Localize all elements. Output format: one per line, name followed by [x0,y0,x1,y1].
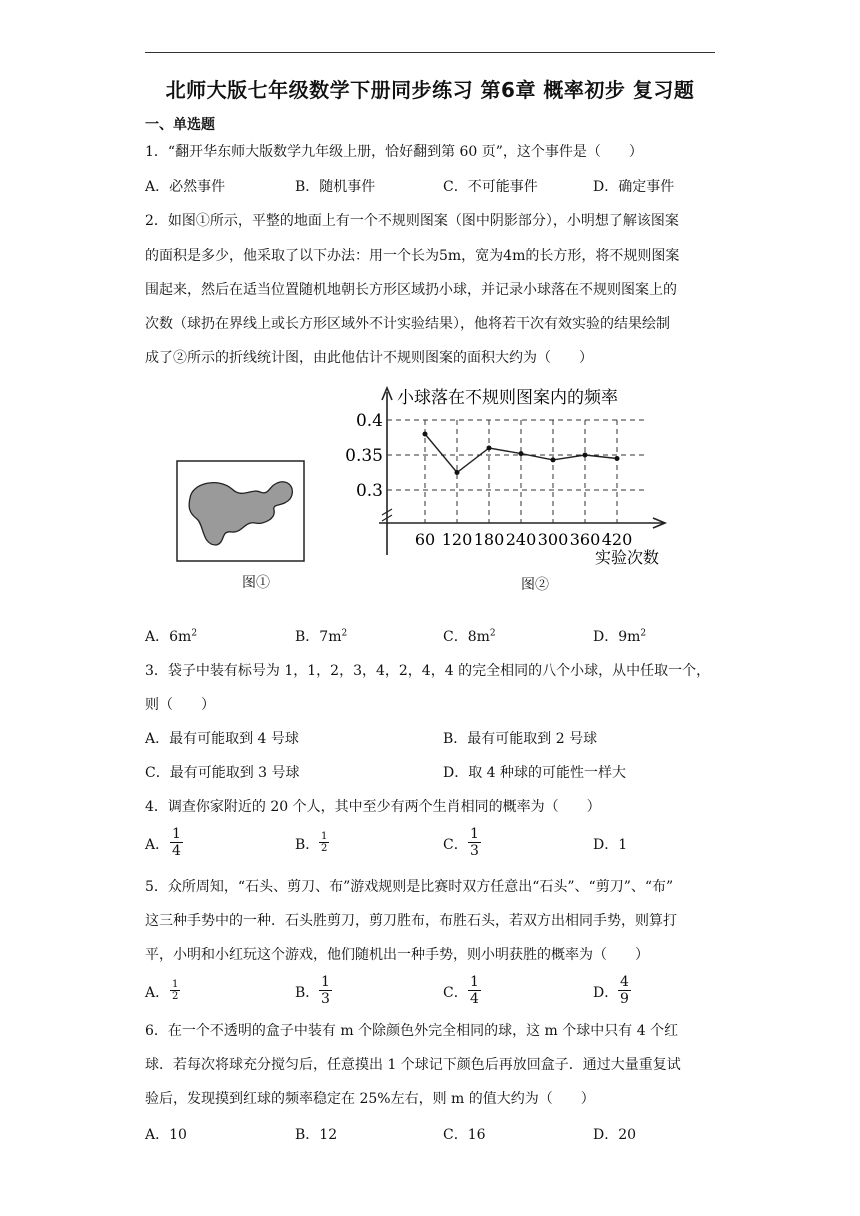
chart-title: 小球落在不规则图案内的频率 [397,388,618,408]
header-rule [145,52,715,53]
q5-option-b-fraction [319,974,332,1007]
question-3-line-2: 则（ ） [145,697,215,713]
option-value: 1 [618,837,628,853]
q4-option-b-letter[interactable]: B． [295,837,320,853]
q1-option-c[interactable]: C．不可能事件 [443,179,538,195]
figure-1-label: 图① [242,575,270,591]
x-tick-label: 120 [441,530,473,549]
q2-option-a[interactable] [145,626,197,646]
data-point [583,453,588,458]
figure-2-label: 图② [521,577,549,593]
question-3-line-1: 3．袋子中装有标号为 1，1，2，3，4，2，4，4 的完全相同的八个小球，从中任取一个， [145,663,711,679]
q5-option-c-fraction [468,974,481,1007]
numerator: 4 [620,974,629,990]
denominator: 3 [321,991,330,1007]
y-tick-label: 0.35 [345,446,383,466]
q4-option-b-fraction [319,831,329,854]
q3-option-b[interactable]: B．最有可能取到 2 号球 [443,731,598,747]
question-1-text: 1．“翻开华东师大版数学九年级上册，恰好翻到第 60 页”，这个事件是（ ） [145,144,643,160]
q1-option-d[interactable]: D．确定事件 [593,179,675,195]
exponent: 2 [341,628,348,639]
x-tick-label: 300 [537,530,569,549]
section-heading: 一、单选题 [145,117,215,133]
q5-option-a-fraction [170,979,180,1002]
q5-option-d-fraction [618,974,631,1007]
q5-option-a-letter[interactable]: A． [145,985,170,1001]
question-2-line-2: 的面积是多少，他采取了以下办法：用一个长为5m，宽为4m的长方形，将不规则图案 [145,248,680,264]
numerator: 1 [321,974,330,990]
exponent: 2 [191,628,198,639]
data-point [455,470,460,475]
x-tick-label: 60 [414,530,436,549]
option-letter: B． [295,629,320,645]
question-5-line-1: 5．众所周知，“石头、剪刀、布”游戏规则是比赛时双方任意出“石头”、“剪刀”、“布” [145,879,674,895]
q2-option-c[interactable] [443,626,496,646]
data-point [615,456,620,461]
numerator: 1 [172,979,179,990]
question-2-line-4: 次数（球扔在界线上或长方形区域外不计实验结果），他将若干次有效实验的结果绘制 [145,316,670,332]
q2-option-b[interactable] [295,626,347,646]
denominator: 2 [321,843,328,854]
q6-option-a[interactable]: A．10 [145,1127,187,1143]
question-2-line-3: 围起来，然后在适当位置随机地朝长方形区域扔小球，并记录小球落在不规则图案上的 [145,282,677,298]
question-4-text: 4．调查你家附近的 20 个人，其中至少有两个生肖相同的概率为（ ） [145,799,601,815]
option-letter: C． [443,629,468,645]
x-tick-label: 180 [473,530,505,549]
denominator: 4 [470,991,479,1007]
data-point [551,457,556,462]
q6-option-d[interactable]: D．20 [593,1127,637,1143]
exponent: 2 [640,628,647,639]
denominator: 9 [620,991,629,1007]
q2-option-d[interactable] [593,626,646,646]
q4-option-d[interactable] [593,834,627,854]
x-tick-label: 420 [601,530,633,549]
q4-option-a-letter[interactable]: A． [145,837,170,853]
q5-option-b-letter[interactable]: B． [295,985,320,1001]
denominator: 2 [172,991,179,1002]
y-tick-label: 0.3 [355,481,383,501]
option-letter: A． [145,629,170,645]
data-point [519,451,524,456]
numerator: 1 [470,974,479,990]
option-value: 7m [319,629,342,645]
figure-1-irregular-shape [170,455,310,565]
question-2-line-5: 成了②所示的折线统计图，由此他估计不规则图案的面积大约为（ ） [145,350,593,366]
x-axis-label: 实验次数 [594,548,660,567]
q1-option-b[interactable]: B．随机事件 [295,179,376,195]
data-point [487,446,492,451]
denominator: 4 [172,843,181,859]
q3-option-c[interactable]: C．最有可能取到 3 号球 [145,765,300,781]
q5-option-d-letter[interactable]: D． [593,985,619,1001]
exponent: 2 [489,628,496,639]
question-5-line-3: 平，小明和小红玩这个游戏，他们随机出一种手势，则小明获胜的概率为（ ） [145,947,649,963]
question-5-line-2: 这三种手势中的一种．石头胜剪刀，剪刀胜布，布胜石头，若双方出相同手势，则算打 [145,913,677,929]
q5-option-c-letter[interactable]: C． [443,985,468,1001]
option-letter: D． [593,629,619,645]
q4-option-c-fraction [468,826,481,859]
data-point [423,432,428,437]
q4-option-a-fraction [170,826,183,859]
question-6-line-2: 球．若每次将球充分搅匀后，任意摸出 1 个球记下颜色后再放回盒子．通过大量重复试 [145,1057,681,1073]
option-value: 8m [467,629,490,645]
question-6-line-3: 验后，发现摸到红球的频率稳定在 25%左右，则 m 的值大约为（ ） [145,1091,595,1107]
option-value: 9m [618,629,641,645]
numerator: 1 [470,826,479,842]
page-title: 北师大版七年级数学下册同步练习 第6章 概率初步 复习题 [165,78,695,102]
q6-option-c[interactable]: C．16 [443,1127,486,1143]
q1-option-a[interactable]: A．必然事件 [145,179,226,195]
question-6-line-1: 6．在一个不透明的盒子中装有 m 个除颜色外完全相同的球，这 m 个球中只有 4 个红 [145,1023,679,1039]
x-tick-label: 240 [505,530,537,549]
figure-2-line-chart [335,380,680,580]
option-value: 6m [169,629,192,645]
numerator: 1 [321,831,328,842]
denominator: 3 [470,843,479,859]
question-2-line-1: 2．如图①所示，平整的地面上有一个不规则图案（图中阴影部分），小明想了解该图案 [145,213,679,229]
q3-option-a[interactable]: A．最有可能取到 4 号球 [145,731,299,747]
x-tick-label: 360 [569,530,601,549]
q4-option-c-letter[interactable]: C． [443,837,468,853]
y-tick-label: 0.4 [355,411,383,431]
q3-option-d[interactable]: D．取 4 种球的可能性一样大 [443,765,627,781]
q6-option-b[interactable]: B．12 [295,1127,338,1143]
numerator: 1 [172,826,181,842]
option-letter: D． [593,837,619,853]
